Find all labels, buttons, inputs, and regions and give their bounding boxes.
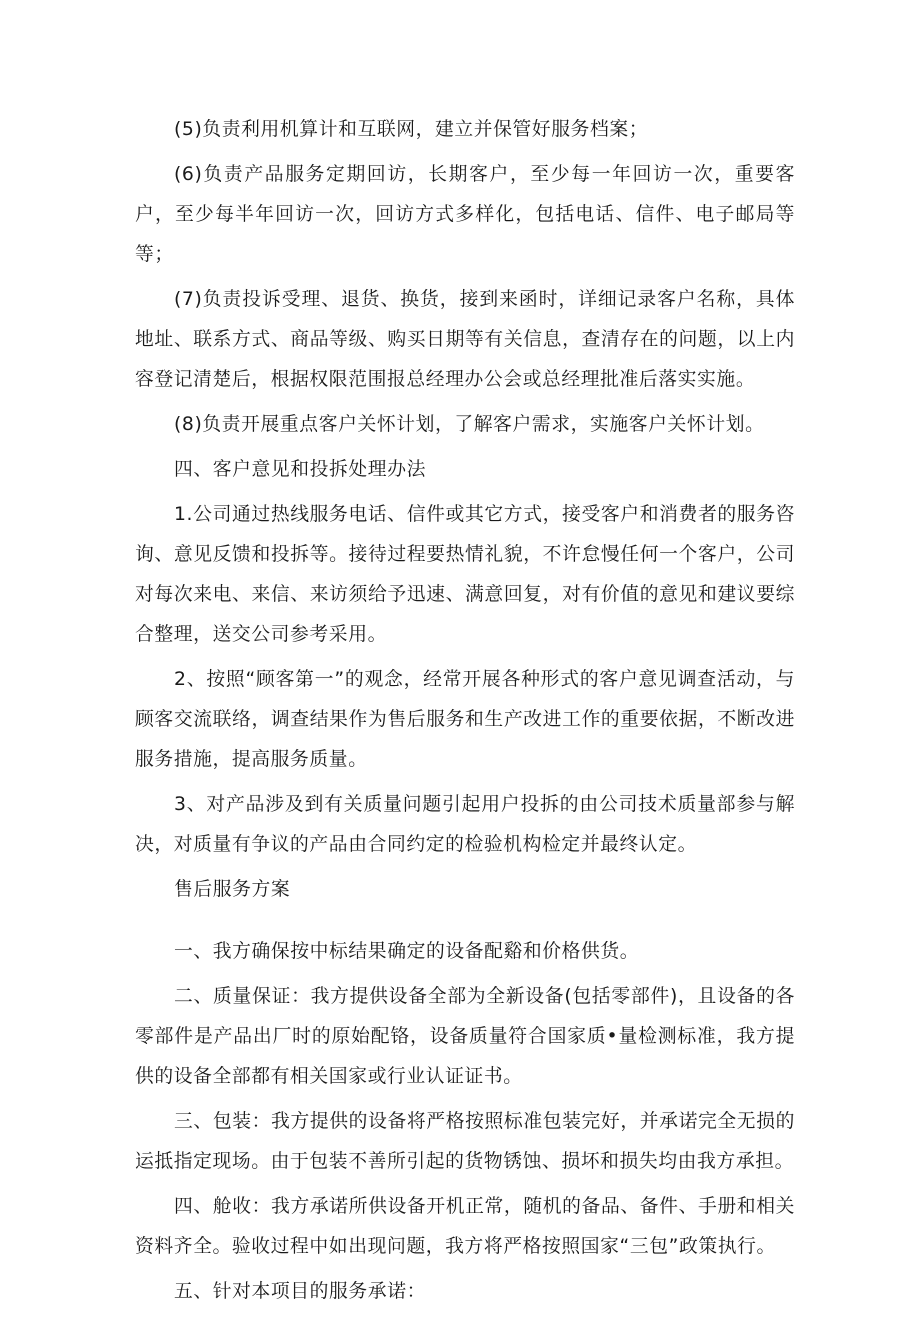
- plan-item-4-acceptance: 四、舱收：我方承诺所供设备开机正常，随机的备品、备件、手册和相关资料齐全。验收过程中如出现问题，我方将严格按照国家“三包”政策执行。: [135, 1196, 795, 1257]
- paragraph-8-care-plan: (8)负责开展重点客户关怀计划，了解客户需求，实施客户关怀计划。: [174, 414, 765, 435]
- plan-item-2-quality: 二、质量保证：我方提供设备全部为全新设备(包括零部件)，且设备的各零部件是产品出厂时的原始配铬，设备质量符合国家质•量检测标准，我方提供的设备全部都有相关国家或行业认证证书。: [135, 986, 795, 1087]
- paragraph-5-archive: (5)负责利用机算计和互联网，建立并保管好服务档案；: [174, 119, 649, 140]
- paragraph-item-1: 1.公司通过热线服务电话、信件或其它方式，接受客户和消费者的服务咨询、意见反馈和投拆等。接待过程要热情礼貌，不许怠慢任何一个客户，公司对每次来电、来信、来访须给予迅速、满意回复，对有价值的意见和建议要综合整理，送交公司参考采用。: [135, 504, 795, 645]
- plan-item-1: 一、我方确保按中标结果确定的设备配谿和价格供货。: [174, 941, 640, 962]
- paragraph-item-3: 3、对产品涉及到有关质量问题引起用户投拆的由公司技术质量部参与解决，对质量有争议的产品由合同约定的检验机构检定并最终认定。: [135, 794, 795, 855]
- paragraph-6-followup: (6)负责产品服务定期回访，长期客户，至少每一年回访一次，重要客户，至少每半年回访一次，回访方式多样化，包括电话、信件、电子邮局等等；: [135, 164, 795, 265]
- section-heading-4: 四、客户意见和投拆处理办法: [174, 459, 426, 480]
- section-title-after-sales: 售后服务方案: [174, 879, 291, 900]
- document-body: [135, 110, 795, 1317]
- paragraph-item-2: 2、按照“顾客第一”的观念，经常开展各种形式的客户意见调查活动，与顾客交流联络，调查结果作为售后服务和生产改进工作的重要依据，不断改进服务措施，提高服务质量。: [135, 669, 795, 770]
- plan-item-3-packaging: 三、包装：我方提供的设备将严格按照标准包装完好，并承诺完全无损的运抵指定现场。由于包装不善所引起的货物锈蚀、损坏和损失均由我方承担。: [135, 1111, 795, 1172]
- paragraph-7-complaints: (7)负责投诉受理、退货、换货，接到来函时，详细记录客户名称，具体地址、联系方式、商品等级、购买日期等有关信息，查清存在的问题，以上内容登记清楚后，根据权限范围报总经理办公会或总经理批准后落实实施。: [135, 289, 795, 390]
- plan-item-5-commitment: 五、针对本项目的服务承诺：: [174, 1281, 426, 1302]
